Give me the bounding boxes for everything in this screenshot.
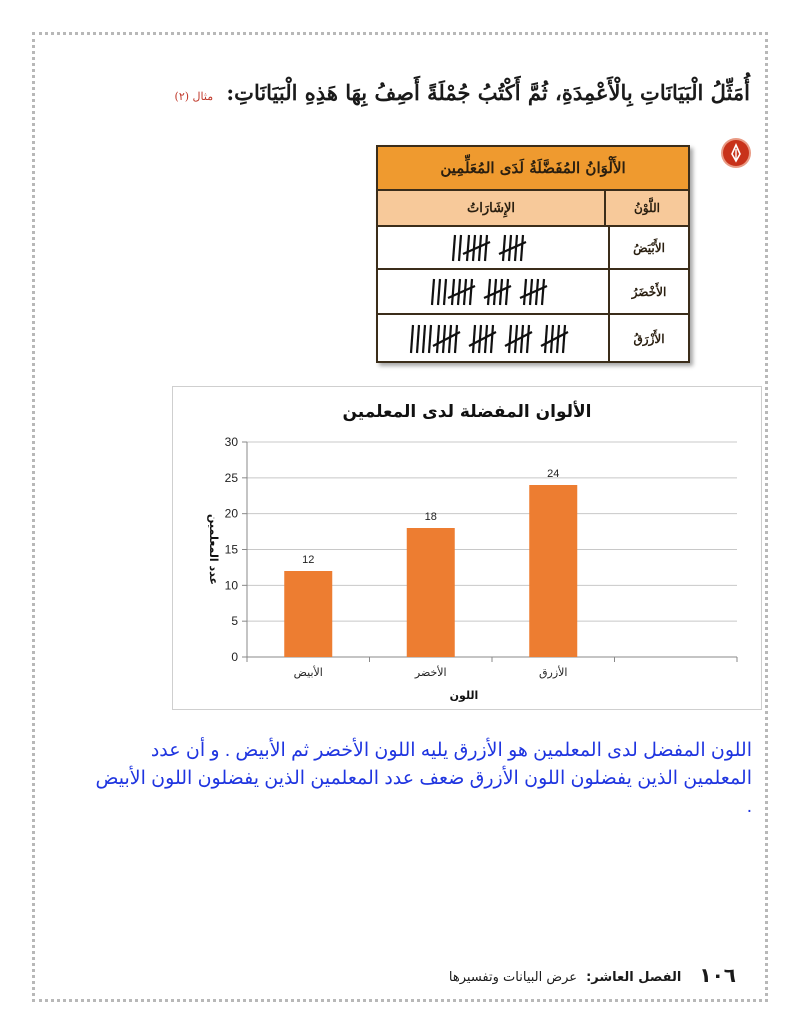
tally-stroke: [500, 279, 502, 305]
y-tick-label: 5: [231, 614, 238, 629]
tally-stroke: [545, 325, 547, 353]
col-color-header: اللَّوْنُ: [604, 191, 688, 225]
bar: [284, 571, 332, 657]
tally-row: [378, 315, 688, 363]
y-tick-label: 0: [231, 650, 238, 664]
tally-stroke: [473, 325, 475, 353]
tally-stroke: [411, 325, 413, 353]
tally-marks: [378, 227, 608, 268]
y-axis-label: عدد المعلمين: [207, 513, 220, 586]
tally-stroke: [479, 235, 481, 261]
x-tick-label: الأبيض: [293, 666, 323, 679]
tally-stroke: [452, 279, 454, 305]
page-footer: [449, 962, 736, 988]
tally-stroke: [485, 235, 487, 261]
tally-stroke: [429, 325, 431, 353]
example-label: مثال (٢): [174, 90, 214, 103]
y-tick-label: 10: [224, 578, 238, 593]
tally-stroke: [488, 279, 490, 305]
bar-chart-canvas: [173, 387, 761, 709]
bar: [529, 485, 577, 657]
tally-stroke: [542, 279, 544, 305]
bar-data-label: 12: [302, 554, 315, 566]
tally-stroke: [459, 235, 461, 261]
page-number: ١٠٦: [699, 963, 736, 987]
tally-stroke: [521, 235, 523, 261]
tally-stroke: [503, 235, 505, 261]
chart-title: الألوان المفضلة لدى المعلمين: [342, 402, 592, 422]
tally-stroke: [509, 325, 511, 353]
tally-row: [378, 227, 688, 270]
tally-table: [376, 145, 690, 363]
chapter-title: عرض البيانات وتفسيرها: [448, 969, 578, 985]
y-tick-label: 20: [224, 506, 238, 521]
tally-stroke: [470, 279, 472, 305]
tally-stroke: [455, 325, 457, 353]
tally-row-color: الأَبْيَضُ: [608, 227, 688, 268]
tally-stroke: [506, 279, 508, 305]
tally-table-header-row: [378, 191, 688, 227]
tally-stroke: [464, 279, 466, 305]
x-tick-label: الأزرق: [539, 666, 568, 679]
tally-stroke: [524, 279, 526, 305]
tally-stroke: [467, 235, 469, 261]
y-tick-label: 30: [224, 435, 238, 449]
tally-stroke: [417, 325, 419, 353]
tally-stroke: [557, 325, 559, 353]
x-axis-label: اللون: [449, 689, 479, 702]
tally-stroke: [423, 325, 425, 353]
tally-row: [378, 270, 688, 315]
chapter-label: الفصل العاشر:: [586, 969, 682, 985]
y-tick-label: 25: [224, 470, 238, 485]
pen-nib-icon: [723, 140, 749, 166]
tally-stroke: [491, 325, 493, 353]
tally-stroke: [521, 325, 523, 353]
col-tally-header: الإِشَارَاتُ: [467, 200, 516, 216]
tally-stroke: [438, 279, 440, 305]
instruction-text: أُمَثِّلُ الْبَيَانَاتِ بِالْأَعْمِدَةِ، ثُمَّ أَكْتُبُ جُمْلَةً أَصِفُ بِهَا هَذِهِ الْبَيَانَاتِ:: [226, 80, 750, 105]
tally-stroke: [515, 235, 517, 261]
bar-data-label: 24: [547, 468, 560, 480]
tally-stroke: [453, 235, 455, 261]
bar: [407, 528, 455, 657]
y-tick-label: 15: [224, 542, 238, 557]
x-tick-label: الأخضر: [414, 666, 447, 679]
instruction-heading: [60, 80, 750, 120]
tally-stroke: [563, 325, 565, 353]
tally-stroke: [449, 325, 451, 353]
tally-stroke: [444, 279, 446, 305]
tally-table-title: الأَلْوَانُ المُفَضَّلَةُ لَدَى المُعَلِّمِين: [378, 147, 688, 191]
answer-text: اللون المفضل لدى المعلمين هو الأزرق يليه اللون الأخضر ثم الأبيض . و أن عدد المعلمين الذين يفضلون اللون الأزرق ضعف عدد المعلمين الذين يفضلون اللون الأبيض .: [95, 740, 752, 817]
tally-stroke: [437, 325, 439, 353]
bar-chart: [172, 386, 762, 710]
tally-row-color: الأَخْضَرُ: [608, 270, 688, 313]
tally-stroke: [485, 325, 487, 353]
tally-stroke: [432, 279, 434, 305]
tally-marks: [378, 270, 608, 313]
tally-row-color: الأَزْرَقُ: [608, 315, 688, 363]
tally-stroke: [527, 325, 529, 353]
tally-marks: [378, 315, 608, 363]
bar-data-label: 18: [424, 511, 437, 523]
tally-stroke: [536, 279, 538, 305]
